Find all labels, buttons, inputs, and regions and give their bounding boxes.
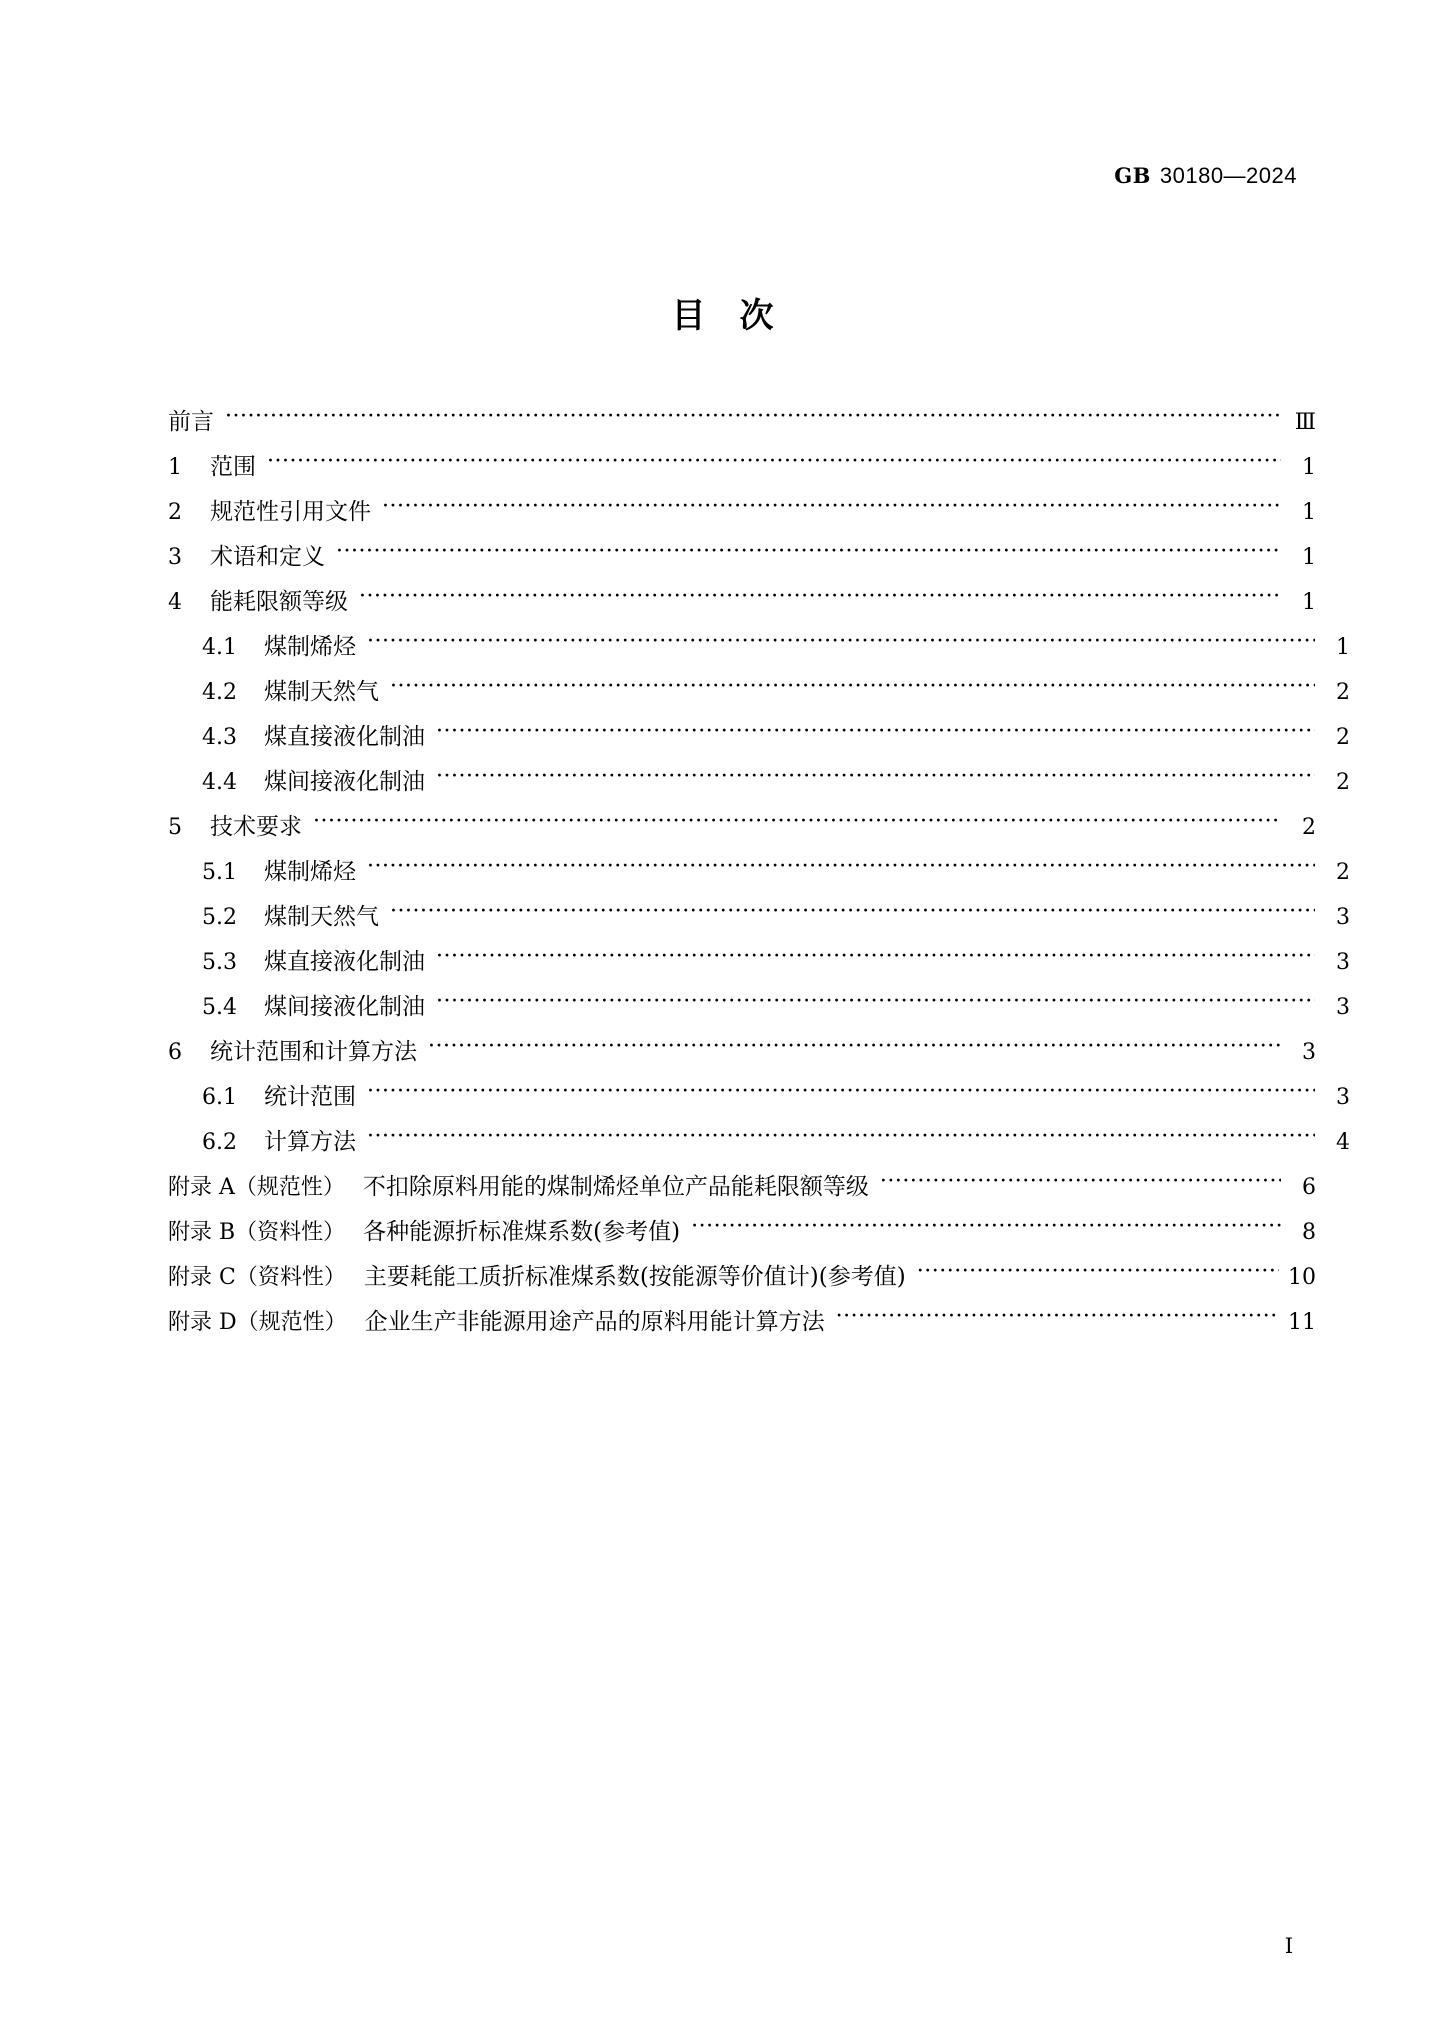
standard-number: 30180—2024 (1159, 163, 1297, 188)
toc-entry[interactable] (168, 805, 1316, 850)
toc-entry[interactable] (168, 1030, 1316, 1075)
toc-entry-label: 不扣除原料用能的煤制烯烃单位产品能耗限额等级 (362, 1174, 869, 1200)
table-of-contents (168, 400, 1350, 1345)
toc-leader-dots (436, 951, 1315, 975)
toc-entry-number: 5.4 (202, 995, 237, 1020)
toc-leader-dots (313, 816, 1281, 840)
toc-entry[interactable] (168, 940, 1350, 985)
toc-entry-label: 术语和定义 (210, 544, 325, 570)
toc-entry-page-number: 3 (1336, 950, 1350, 975)
toc-entry-label: 煤制天然气 (264, 904, 379, 930)
standard-prefix: GB (1114, 163, 1151, 188)
toc-entry-label: 企业生产非能源用途产品的原料用能计算方法 (364, 1309, 825, 1335)
toc-entry[interactable] (168, 895, 1350, 940)
toc-leader-dots (436, 726, 1315, 750)
toc-entry[interactable] (168, 850, 1350, 895)
toc-entry[interactable] (168, 1300, 1316, 1345)
toc-entry[interactable] (168, 1210, 1316, 1255)
toc-leader-dots (367, 1131, 1315, 1155)
toc-leader-dots (225, 411, 1281, 435)
toc-entry-number: 附录 D（规范性） (168, 1310, 347, 1335)
toc-entry-label: 煤制天然气 (264, 679, 379, 705)
toc-entry-number: 2 (168, 500, 182, 525)
document-header (1114, 163, 1297, 189)
toc-entry-number: 5.3 (202, 950, 237, 975)
toc-entry-page-number: 2 (1336, 725, 1350, 750)
toc-entry-page-number: 2 (1302, 815, 1316, 840)
toc-entry-number: 4.3 (202, 725, 237, 750)
toc-entry-label: 技术要求 (210, 814, 302, 840)
toc-entry-number: 3 (168, 545, 182, 570)
toc-entry-page-number: 1 (1336, 635, 1350, 660)
toc-entry-page-number: 3 (1336, 905, 1350, 930)
toc-entry-number: 6 (168, 1040, 182, 1065)
toc-entry[interactable] (168, 490, 1316, 535)
toc-entry-label: 煤间接液化制油 (264, 769, 425, 795)
toc-entry-page-number: 1 (1302, 455, 1316, 480)
toc-entry-page-number: 3 (1302, 1040, 1316, 1065)
toc-entry-label: 范围 (210, 454, 256, 480)
toc-entry-number: 4 (168, 590, 182, 615)
toc-leader-dots (367, 861, 1315, 885)
toc-entry-page-number: 11 (1288, 1310, 1316, 1335)
page-footer-number: Ⅰ (1284, 1934, 1293, 1958)
toc-leader-dots (382, 501, 1281, 525)
toc-entry[interactable] (168, 400, 1316, 445)
toc-leader-dots (336, 546, 1281, 570)
toc-entry-number: 5.2 (202, 905, 237, 930)
toc-entry[interactable] (168, 535, 1316, 580)
toc-entry-number: 1 (168, 455, 182, 480)
toc-entry[interactable] (168, 985, 1350, 1030)
toc-leader-dots (267, 456, 1281, 480)
toc-entry-label: 煤直接液化制油 (264, 724, 425, 750)
toc-leader-dots (390, 906, 1315, 930)
toc-entry[interactable] (168, 1255, 1316, 1300)
toc-entry-label: 统计范围和计算方法 (210, 1039, 417, 1065)
toc-entry-label: 煤制烯烃 (264, 859, 356, 885)
toc-entry-page-number: 1 (1302, 545, 1316, 570)
toc-entry-number: 附录 C（资料性） (168, 1265, 346, 1290)
toc-entry-label: 计算方法 (264, 1129, 356, 1155)
toc-entry[interactable] (168, 1120, 1350, 1165)
toc-entry[interactable] (168, 1165, 1316, 1210)
toc-entry-page-number: 2 (1336, 860, 1350, 885)
toc-leader-dots (367, 636, 1315, 660)
toc-entry-number: 5.1 (202, 860, 237, 885)
toc-entry[interactable] (168, 1075, 1350, 1120)
toc-entry-label: 各种能源折标准煤系数(参考值) (363, 1219, 681, 1245)
toc-entry-page-number: 2 (1336, 680, 1350, 705)
toc-entry[interactable] (168, 715, 1350, 760)
toc-entry-label: 能耗限额等级 (210, 589, 348, 615)
toc-entry-label: 规范性引用文件 (210, 499, 371, 525)
toc-entry-label: 前言 (168, 409, 214, 435)
toc-entry-page-number: 2 (1336, 770, 1350, 795)
toc-leader-dots (917, 1266, 1279, 1290)
toc-leader-dots (691, 1221, 1281, 1245)
toc-entry-number: 附录 B（资料性） (168, 1220, 346, 1245)
toc-entry[interactable] (168, 670, 1350, 715)
toc-entry[interactable] (168, 760, 1350, 805)
toc-leader-dots (436, 996, 1315, 1020)
toc-leader-dots (880, 1176, 1281, 1200)
toc-entry-page-number: 10 (1288, 1265, 1316, 1290)
toc-leader-dots (436, 771, 1315, 795)
toc-entry-page-number: 4 (1336, 1130, 1350, 1155)
toc-entry-number: 4.4 (202, 770, 237, 795)
toc-leader-dots (836, 1311, 1279, 1335)
toc-entry-page-number: 1 (1302, 590, 1316, 615)
toc-entry-label: 煤制烯烃 (264, 634, 356, 660)
page-title: 目次 (671, 296, 808, 336)
toc-leader-dots (367, 1086, 1315, 1110)
toc-entry-page-number: 8 (1302, 1220, 1316, 1245)
toc-leader-dots (359, 591, 1281, 615)
toc-entry-number: 附录 A（规范性） (168, 1175, 345, 1200)
toc-entry[interactable] (168, 625, 1350, 670)
toc-entry-page-number: 3 (1336, 1085, 1350, 1110)
toc-entry-label: 统计范围 (264, 1084, 356, 1110)
toc-entry-page-number: 6 (1302, 1175, 1316, 1200)
toc-entry-number: 4.2 (202, 680, 237, 705)
toc-entry[interactable] (168, 580, 1316, 625)
toc-entry-label: 煤间接液化制油 (264, 994, 425, 1020)
toc-entry-number: 6.2 (202, 1130, 237, 1155)
toc-entry-number: 6.1 (202, 1085, 237, 1110)
toc-entry-label: 主要耗能工质折标准煤系数(按能源等价值计)(参考值) (363, 1264, 906, 1290)
toc-entry-number: 4.1 (202, 635, 237, 660)
toc-leader-dots (428, 1041, 1281, 1065)
toc-entry[interactable] (168, 445, 1316, 490)
toc-entry-number: 5 (168, 815, 182, 840)
toc-leader-dots (390, 681, 1315, 705)
toc-entry-page-number: Ⅲ (1294, 410, 1316, 435)
toc-entry-page-number: 1 (1302, 500, 1316, 525)
toc-entry-label: 煤直接液化制油 (264, 949, 425, 975)
toc-entry-page-number: 3 (1336, 995, 1350, 1020)
